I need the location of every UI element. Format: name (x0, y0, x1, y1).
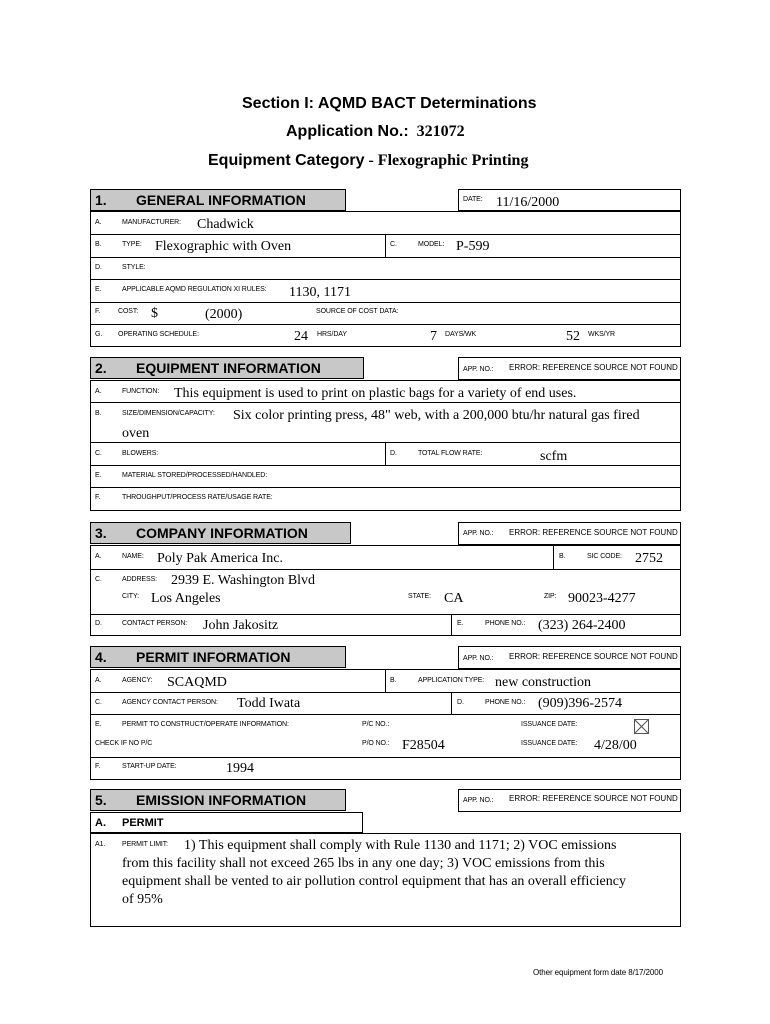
application-type-value: new construction (495, 675, 592, 690)
application-number-label: Application No.: (286, 123, 409, 140)
throughput-label: THROUGHPUT/PROCESS RATE/USAGE RATE: (122, 494, 273, 501)
size-value-line1: Six color printing press, 48" web, with a 200,000 btu/hr natural gas fired (233, 408, 640, 423)
function-value: This equipment is used to print on plastic bags for a variety of end uses. (174, 386, 577, 401)
address-label: ADDRESS: (122, 576, 157, 583)
section-3-title: COMPANY INFORMATION (136, 525, 308, 541)
section-2-title: EQUIPMENT INFORMATION (136, 360, 321, 376)
weeks-per-year-value: 52 (566, 329, 580, 344)
section-3-header: 3. COMPANY INFORMATION (90, 522, 351, 544)
state-label: STATE: (408, 593, 431, 600)
days-per-week-label: DAYS/WK (445, 331, 477, 338)
rules-value: 1130, 1171 (289, 285, 351, 300)
application-number-value: 321072 (416, 123, 465, 140)
address-value: 2939 E. Washington Blvd (171, 573, 316, 588)
zip-label: ZIP: (544, 593, 557, 600)
checkbox-cross-icon (634, 719, 649, 734)
hours-per-day-label: HRS/DAY (317, 331, 347, 338)
section-4-header: 4. PERMIT INFORMATION (90, 646, 346, 668)
startup-label: START-UP DATE: (122, 763, 177, 770)
model-value: P-599 (456, 239, 490, 254)
app-no-error: ERROR: REFERENCE SOURCE NOT FOUND (509, 528, 678, 537)
startup-value: 1994 (226, 761, 254, 776)
permit-limit-line1: 1) This equipment shall comply with Rule 1130 and 1171; 2) VOC emissions (184, 838, 617, 853)
section-2-header: 2. EQUIPMENT INFORMATION (90, 357, 364, 379)
permit-info-label: PERMIT TO CONSTRUCT/OPERATE INFORMATION: (122, 721, 289, 728)
agency-contact-label: AGENCY CONTACT PERSON: (122, 699, 218, 706)
manufacturer-label: MANUFACTURER: (122, 219, 181, 226)
agency-phone-label: PHONE NO.: (485, 699, 526, 706)
no-pc-checkbox[interactable] (634, 719, 649, 734)
po-no-value: F28504 (402, 738, 445, 753)
application-type-label: APPLICATION TYPE: (418, 677, 485, 684)
section-1-number: 1. (95, 192, 107, 208)
zip-value: 90023-4277 (568, 591, 636, 606)
permit-subtitle: PERMIT (122, 817, 164, 829)
po-no-label: P/O NO.: (362, 740, 390, 747)
cost-source-label: SOURCE OF COST DATA: (316, 308, 399, 315)
page-title: Section I: AQMD BACT Determinations (242, 95, 537, 112)
rules-label: APPLICABLE AQMD REGULATION XI RULES: (122, 286, 267, 293)
state-value: CA (444, 591, 464, 606)
size-label: SIZE/DIMENSION/CAPACITY: (122, 410, 215, 417)
phone-value: (323) 264-2400 (538, 618, 626, 633)
type-label: TYPE: (122, 241, 142, 248)
application-number-line (286, 123, 465, 141)
app-no-error: ERROR: REFERENCE SOURCE NOT FOUND (509, 652, 678, 661)
pc-no-label: P/C NO.: (362, 721, 390, 728)
po-issuance-label: ISSUANCE DATE: (521, 740, 578, 747)
cost-label: COST: (118, 308, 139, 315)
agency-phone-value: (909)396-2574 (538, 696, 622, 711)
footer-note: Other equipment form date 8/17/2000 (533, 968, 663, 977)
style-label: STYLE: (122, 264, 146, 271)
contact-value: John Jakositz (203, 618, 279, 633)
manufacturer-value: Chadwick (197, 217, 254, 232)
section-5-header: 5. EMISSION INFORMATION (90, 789, 346, 811)
section-1-header (90, 189, 346, 211)
phone-label: PHONE NO.: (485, 620, 526, 627)
section-1-title: GENERAL INFORMATION (136, 192, 306, 208)
company-name-label: NAME: (122, 553, 144, 560)
sic-value: 2752 (635, 551, 663, 566)
app-no-error: ERROR: REFERENCE SOURCE NOT FOUND (509, 794, 678, 803)
flow-unit: scfm (540, 449, 568, 464)
section-4-title: PERMIT INFORMATION (136, 649, 291, 665)
permit-limit-line2: from this facility shall not exceed 265 lbs in any one day; 3) VOC emissions from this (122, 856, 605, 871)
app-no-label: APP. NO.: (463, 366, 494, 373)
flow-label: TOTAL FLOW RATE: (418, 450, 483, 457)
cost-symbol: $ (151, 306, 158, 321)
date-box (458, 189, 681, 211)
cost-year: (2000) (205, 307, 243, 322)
equipment-category-value: - Flexographic Printing (364, 152, 529, 169)
check-no-pc-label: CHECK IF NO P/C (95, 740, 153, 747)
size-value-line2: oven (122, 426, 150, 441)
city-label: CITY: (122, 593, 140, 600)
equipment-category-line (208, 152, 528, 170)
city-value: Los Angeles (151, 591, 221, 606)
model-label: MODEL: (418, 241, 445, 248)
days-per-week-value: 7 (430, 329, 437, 344)
material-label: MATERIAL STORED/PROCESSED/HANDLED: (122, 472, 268, 479)
contact-label: CONTACT PERSON: (122, 620, 188, 627)
section-5-title: EMISSION INFORMATION (136, 792, 307, 808)
permit-limit-line4: of 95% (122, 892, 163, 907)
pc-issuance-label: ISSUANCE DATE: (521, 721, 578, 728)
po-issuance-value: 4/28/00 (594, 738, 637, 753)
app-no-error: ERROR: REFERENCE SOURCE NOT FOUND (509, 363, 678, 372)
permit-limit-line3: equipment shall be vented to air pollution control equipment that has an overall efficiency (122, 874, 626, 889)
agency-value: SCAQMD (167, 675, 227, 690)
hours-per-day-value: 24 (294, 329, 308, 344)
function-label: FUNCTION: (122, 388, 160, 395)
schedule-label: OPERATING SCHEDULE: (118, 331, 199, 338)
equipment-category-label: Equipment Category (208, 152, 365, 169)
company-name-value: Poly Pak America Inc. (157, 551, 283, 566)
blowers-label: BLOWERS: (122, 450, 159, 457)
agency-label: AGENCY: (122, 677, 153, 684)
weeks-per-year-label: WKS/YR (588, 331, 616, 338)
date-value: 11/16/2000 (496, 195, 560, 210)
type-value: Flexographic with Oven (155, 239, 292, 254)
sic-label: SIC CODE: (587, 553, 622, 560)
date-label: DATE: (463, 196, 483, 203)
agency-contact-value: Todd Iwata (237, 696, 301, 711)
permit-limit-label: PERMIT LIMIT: (122, 841, 169, 848)
